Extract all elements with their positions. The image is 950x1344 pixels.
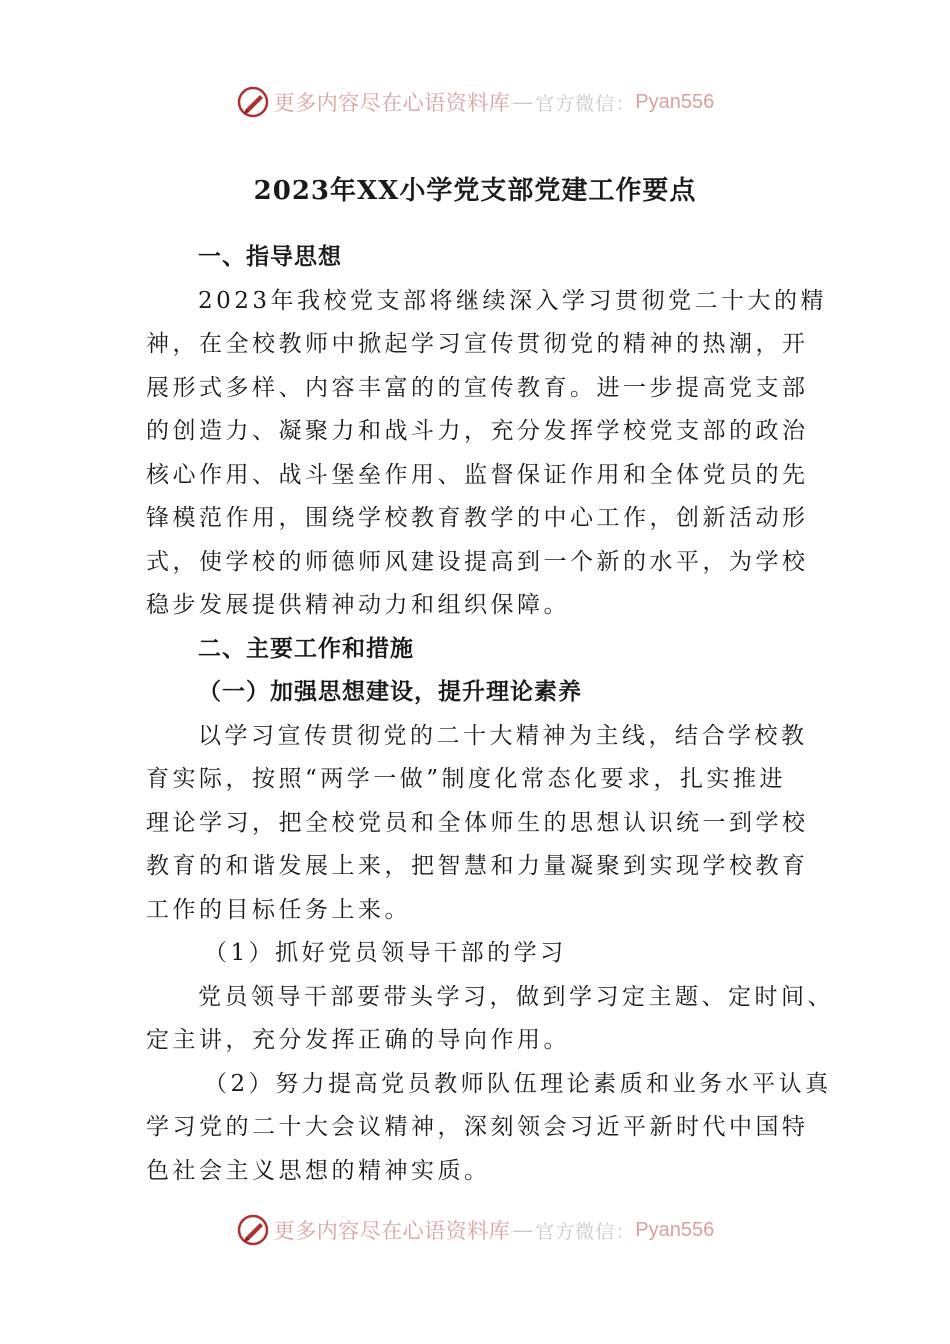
section-heading-2: 二、主要工作和措施 <box>198 635 414 662</box>
paragraph-line: 理论学习，把全校党员和全体师生的思想认识统一到学校 <box>146 809 809 836</box>
document-body <box>146 236 834 1193</box>
watermark-contact-label: 官方微信： <box>535 1220 636 1243</box>
watermark-wechat-id: Pyan556 <box>635 1218 715 1241</box>
watermark-brand: 更多内容尽在心语资料库 <box>273 1219 511 1243</box>
item-title-1: （1）抓好党员领导干部的学习 <box>204 940 567 966</box>
paragraph-line: 定主讲，充分发挥正确的导向作用。 <box>146 1027 570 1053</box>
watermark-wechat-id: Pyan556 <box>635 90 715 113</box>
watermark-brand: 更多内容尽在心语资料库 <box>273 91 511 115</box>
paragraph-line: （2）努力提高党员教师队伍理论素质和业务水平认真 <box>204 1070 832 1097</box>
pen-logo-icon <box>236 1213 270 1247</box>
watermark-contact-label: 官方微信： <box>535 92 636 115</box>
paragraph-line: 2023年我校党支部将继续深入学习贯彻党二十大的精 <box>198 287 828 314</box>
watermark-banner-top <box>0 82 950 122</box>
paragraph-line: 神，在全校教师中掀起学习宣传贯彻党的精神的热潮，开 <box>146 331 809 357</box>
paragraph-line: 核心作用、战斗堡垒作用、监督保证作用和全体党员的先 <box>146 461 809 488</box>
watermark-separator: — <box>512 90 534 114</box>
paragraph-line: 式，使学校的师德师风建设提高到一个新的水平，为学校 <box>146 548 809 575</box>
paragraph-line: 党员领导干部要带头学习，做到学习定主题、定时间、 <box>198 983 834 1010</box>
paragraph-line: 锋模范作用，围绕学校教育教学的中心工作，创新活动形 <box>146 505 809 531</box>
paragraph-line: 以学习宣传贯彻党的二十大精神为主线，结合学校教 <box>198 722 808 749</box>
subsection-heading-1: （一）加强思想建设，提升理论素养 <box>198 679 582 705</box>
paragraph-line: 稳步发展提供精神动力和组织保障。 <box>146 592 570 618</box>
paragraph-line: 工作的目标任务上来。 <box>146 896 411 923</box>
paragraph-line: 育实际，按照“两学一做”制度化常态化要求，扎实推进 <box>146 766 787 792</box>
paragraph-line: 学习党的二十大会议精神，深刻领会习近平新时代中国特 <box>146 1114 809 1140</box>
paragraph-line: 展形式多样、内容丰富的的宣传教育。进一步提高党支部 <box>146 374 809 401</box>
document-title: 2023年XX小学党支部党建工作要点 <box>253 176 697 206</box>
paragraph-line: 教育的和谐发展上来，把智慧和力量凝聚到实现学校教育 <box>146 853 809 879</box>
section-heading-1: 一、指导思想 <box>198 244 342 270</box>
watermark-separator: — <box>512 1218 534 1242</box>
paragraph-line: 色社会主义思想的精神实质。 <box>146 1157 491 1184</box>
watermark-banner-bottom <box>0 1210 950 1250</box>
pen-logo-icon <box>236 85 270 119</box>
paragraph-line: 的创造力、凝聚力和战斗力，充分发挥学校党支部的政治 <box>146 418 809 444</box>
